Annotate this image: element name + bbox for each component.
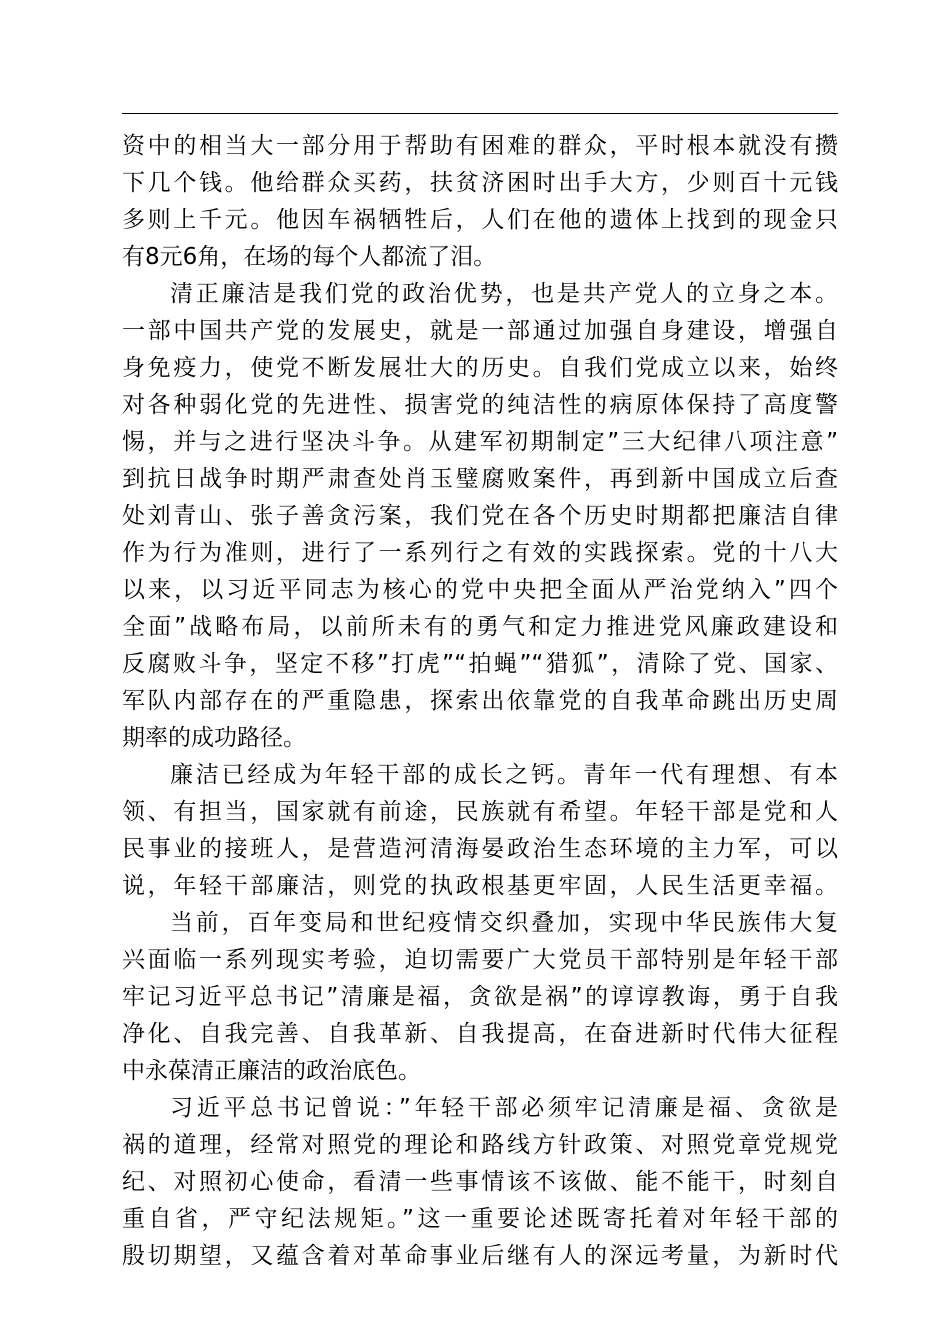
- text-line: 祸的道理，经常对照党的理论和路线方针政策、对照党章党规党: [122, 1132, 838, 1158]
- paragraph: [122, 1090, 838, 1275]
- text-line: 习近平总书记曾说：”年轻干部必须牢记清廉是福、贪欲是: [170, 1095, 838, 1121]
- text-line: 说，年轻干部廉洁，则党的执政根基更牢固，人民生活更幸福。: [122, 873, 838, 899]
- text-line: 对各种弱化党的先进性、损害党的纯洁性的病原体保持了高度警: [122, 392, 838, 418]
- text-line: 牢记习近平总书记”清廉是福，贪欲是祸”的谆谆教诲，勇于自我: [122, 984, 838, 1010]
- text-line: 多则上千元。他因车祸牺牲后，人们在他的遗体上找到的现金只: [122, 207, 838, 233]
- text-line: 身免疫力，使党不断发展壮大的历史。自我们党成立以来，始终: [122, 355, 838, 381]
- text-line: 一部中国共产党的发展史，就是一部通过加强自身建设，增强自: [122, 318, 838, 344]
- text-line: 纪、对照初心使命，看清一些事情该不该做、能不能干，时刻自: [122, 1169, 838, 1195]
- text-line: 反腐败斗争，坚定不移”打虎”“拍蝇”“猎狐”，清除了党、国家、: [122, 651, 838, 677]
- text-line: 下几个钱。他给群众买药，扶贫济困时出手大方，少则百十元钱: [122, 170, 838, 196]
- text-line: 到抗日战争时期严肃查处肖玉璧腐败案件，再到新中国成立后查: [122, 466, 838, 492]
- document-body: [122, 128, 838, 1275]
- text-line: 净化、自我完善、自我革新、自我提高，在奋进新时代伟大征程: [122, 1021, 838, 1047]
- text-line: 军队内部存在的严重隐患，探索出依靠党的自我革命跳出历史周: [122, 688, 838, 714]
- text-line: 重自省，严守纪法规矩。”这一重要论述既寄托着对年轻干部的: [122, 1206, 838, 1232]
- paragraph: [122, 905, 838, 1090]
- text-line: 兴面临一系列现实考验，迫切需要广大党员干部特别是年轻干部: [122, 947, 838, 973]
- text-line: 廉洁已经成为年轻干部的成长之钙。青年一代有理想、有本: [170, 762, 838, 788]
- text-line: 期率的成功路径。: [122, 725, 306, 751]
- text-line: 作为行为准则，进行了一系列行之有效的实践探索。党的十八大: [122, 540, 838, 566]
- text-line: 资中的相当大一部分用于帮助有困难的群众，平时根本就没有攒: [122, 133, 838, 159]
- text-line: 领、有担当，国家就有前途，民族就有希望。年轻干部是党和人: [122, 799, 838, 825]
- text-line: 中永葆清正廉洁的政治底色。: [122, 1058, 421, 1084]
- text-line: 有8元6角，在场的每个人都流了泪。: [122, 244, 497, 270]
- text-line: 以来，以习近平同志为核心的党中央把全面从严治党纳入”四个: [122, 577, 838, 603]
- paragraph: [122, 757, 838, 905]
- paragraph: [122, 128, 838, 276]
- text-line: 殷切期望，又蕴含着对革命事业后继有人的深远考量，为新时代: [122, 1243, 838, 1269]
- text-line: 清正廉洁是我们党的政治优势，也是共产党人的立身之本。: [170, 281, 838, 307]
- text-line: 全面”战略布局，以前所未有的勇气和定力推进党风廉政建设和: [122, 614, 838, 640]
- paragraph: [122, 276, 838, 757]
- header-rule: [122, 113, 838, 114]
- text-line: 处刘青山、张子善贪污案，我们党在各个历史时期都把廉洁自律: [122, 503, 838, 529]
- text-line: 惕，并与之进行坚决斗争。从建军初期制定”三大纪律八项注意”: [122, 429, 838, 455]
- text-line: 民事业的接班人，是营造河清海晏政治生态环境的主力军，可以: [122, 836, 838, 862]
- text-line: 当前，百年变局和世纪疫情交织叠加，实现中华民族伟大复: [170, 910, 838, 936]
